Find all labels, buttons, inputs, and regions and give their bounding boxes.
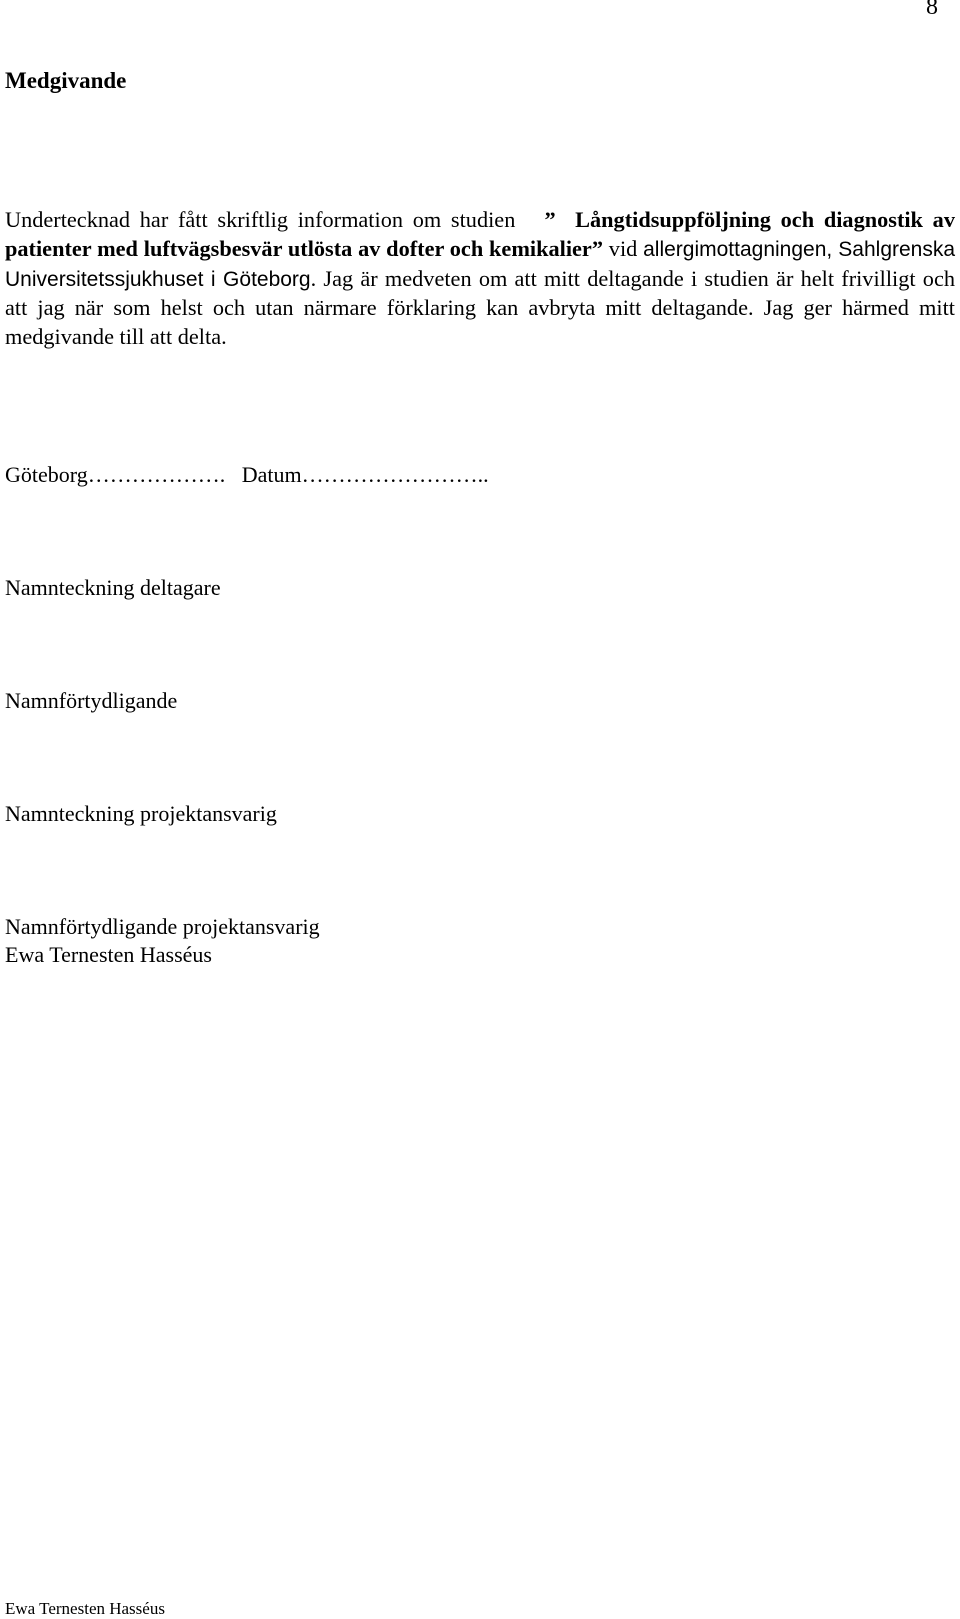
project-lead-name: Ewa Ternesten Hasséus xyxy=(5,942,212,967)
participant-signature-label: Namnteckning deltagare xyxy=(5,575,221,600)
date-field: Datum…………………….. xyxy=(241,462,489,487)
after-title: vid xyxy=(608,235,638,261)
project-lead-signature-label: Namnteckning projektansvarig xyxy=(5,801,277,826)
clinic-name: allergimottagningen, Sahlgrenska Universitetssjukhuset i Göteborg xyxy=(5,237,956,291)
place-field: Göteborg………………. xyxy=(5,462,226,487)
place-date-line xyxy=(5,462,489,488)
open-quote: ” xyxy=(544,207,556,232)
consent-paragraph xyxy=(5,206,955,352)
footer-author: Ewa Ternesten Hasséus xyxy=(5,1599,165,1618)
close-quote: ” xyxy=(591,235,603,261)
project-lead-name-label: Namnförtydligande projektansvarig xyxy=(5,914,320,939)
study-title: Långtidsuppföljning och diagnostik av patienter med luftvägsbesvär utlösta av dofter och kemikalier xyxy=(5,207,955,261)
page-title: Medgivande xyxy=(5,68,127,93)
consent-statement: . Jag är medveten om att mitt deltagande i studien är helt frivilligt och att jag när som helst och utan närmare förklaring kan avbryta mitt deltagande. Jag ger härmed mitt medgivande till att delta. xyxy=(5,265,955,350)
page-number: 8 xyxy=(926,0,938,20)
participant-name-label: Namnförtydligande xyxy=(5,688,178,713)
intro-prefix: Undertecknad har fått skriftlig information om studien xyxy=(5,207,516,232)
